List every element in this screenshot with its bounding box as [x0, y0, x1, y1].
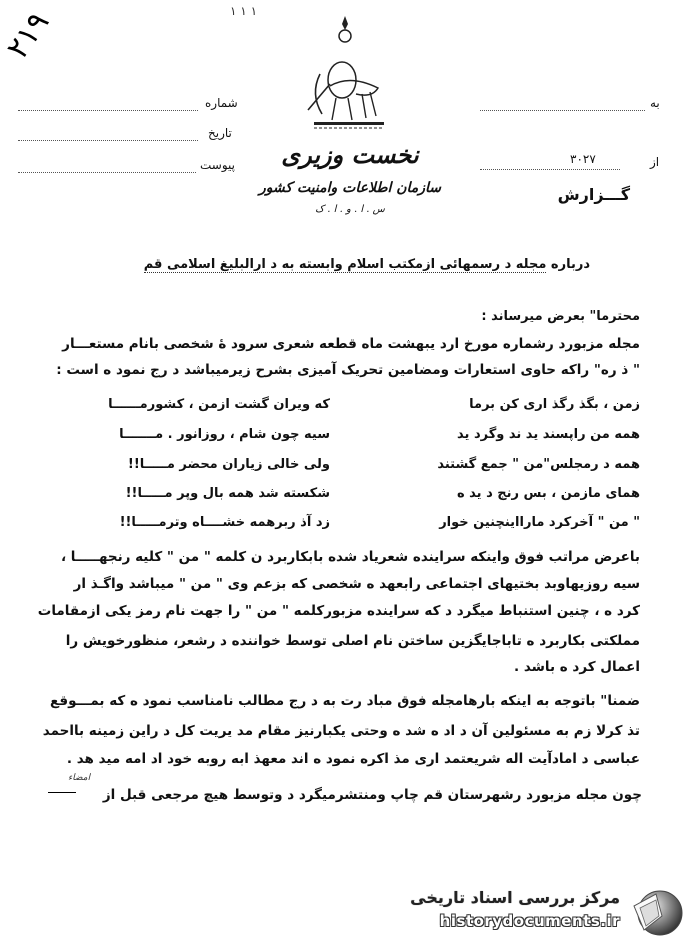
body-line: کرد ه ، چنین استنباط میگرد د که سراینده مزبورکلمه " من " را جهت نام رمز یکی ازمقامات — [37, 603, 640, 619]
handwritten-page-number: ۲۱۹ — [0, 5, 57, 66]
number-label: شماره — [205, 96, 238, 110]
verse-right: همه د رمجلس"من " جمع گشتند — [437, 457, 640, 472]
subject-line — [100, 257, 590, 272]
salutation: محترما" بعرض میرساند : — [481, 309, 640, 324]
from-label: از — [650, 155, 660, 169]
verse-right: زمن ، بگذ رگذ اری کن برما — [469, 397, 640, 412]
number-field-line — [18, 110, 198, 111]
to-field-line — [480, 110, 645, 111]
subject-text: مجله د رسمهائی ازمکتب اسلام وابسته به د ارالبلیغ اسلامی قم — [143, 257, 547, 272]
watermark-persian-text: مرکز بررسی اسناد تاریخی — [410, 888, 620, 907]
history-documents-logo-icon — [630, 886, 684, 940]
signature-mark: امضاء — [68, 773, 91, 783]
body-line: چون مجله مزبورد رشهرستان قم چاپ ومنتشرمیگرد د وتوسط هیچ مرجعی قبل از — [102, 787, 642, 803]
verse-left: زد آذ ربرهمه خشــــاه وترمـــــا!! — [119, 515, 330, 530]
body-line: تذ کرلا زم به مسئولین آن د اد ه شد ه وحتی یکبارنیز مقام مد یریت کل د راین زمینه بااحمد — [42, 723, 640, 739]
verse-right: " من " آخرکرد مارااینچنین خوار — [439, 515, 640, 530]
verse-left: که ویران گشت ازمن ، کشورمــــــا — [108, 397, 330, 412]
watermark-url: historydocuments.ir — [439, 912, 620, 930]
body-line: مملکتی بکاربرد ه تاباجایگزین ساختن نام اصلی توسط خواننده د رشعر، منظورخویش را — [65, 633, 640, 649]
org-code: س . ا . و . ا . ک — [315, 204, 385, 215]
body-line: عباسی د امادآیت اله شریعتمد اری مذ اکره نمود ه اند معهذ ابه روبه خود اد امه مید هد . — [66, 751, 640, 767]
verse-right: همای مازمن ، بس رنج د ید ه — [456, 486, 640, 501]
body-line: ضمنا" باتوجه به اینکه بارهامجله فوق مباد رت به د رج مطالب نامناسب نمود ه که بمـــوقع — [50, 693, 640, 709]
from-value: ۳۰۲۷ — [570, 152, 596, 166]
from-field-line — [480, 169, 620, 170]
verse-right: همه من راپسند ید ند وگرد ید — [457, 427, 640, 442]
body-line: " ذ ره" راکه حاوی استعارات ومضامین تحریک آمیزی بشرح زیرمیباشد د رج نمود ه است : — [56, 362, 640, 378]
org-subtitle: سازمان اطلاعات وامنیت کشور — [258, 180, 442, 196]
to-label: به — [650, 96, 660, 110]
body-line: سیه روزیهاوبد بختیهای اجتماعی رابعهد ه شخصی که بزعم وی " من " میباشد واگـذ ار — [73, 576, 640, 592]
dash-mark — [48, 792, 76, 793]
date-label: تاریخ — [208, 126, 232, 140]
date-field-line — [18, 140, 198, 141]
stamp-marks: ۱ ۱ ۱ — [230, 4, 258, 18]
verse-left: ولی خالی زیاران محضر مـــــا!! — [127, 457, 330, 472]
org-title: نخست وزیری — [281, 140, 419, 169]
report-title: گـــزارش — [557, 185, 630, 204]
verse-left: شکسته شد همه بال وپر مـــــا!! — [125, 486, 330, 501]
subject-label: درباره — [550, 257, 590, 272]
body-line: مجله مزبورد رشماره مورخ ارد یبهشت ماه قطعه شعری سرود ۀ شخصی بانام مستعـــار — [62, 336, 640, 352]
body-line: باعرض مراتب فوق واینکه سراینده شعریاد شده بابکاربرد ن کلمه " من " کلیه رنجهـــــا ، — [60, 549, 640, 565]
body-line: اعمال کرد ه باشد . — [514, 659, 640, 675]
verse-left: سیه چون شام ، روزانور . مـــــــا — [119, 427, 330, 442]
attachment-label: پیوست — [200, 158, 235, 172]
lion-and-sun-emblem-icon — [300, 14, 390, 134]
attachment-field-line — [18, 172, 196, 173]
